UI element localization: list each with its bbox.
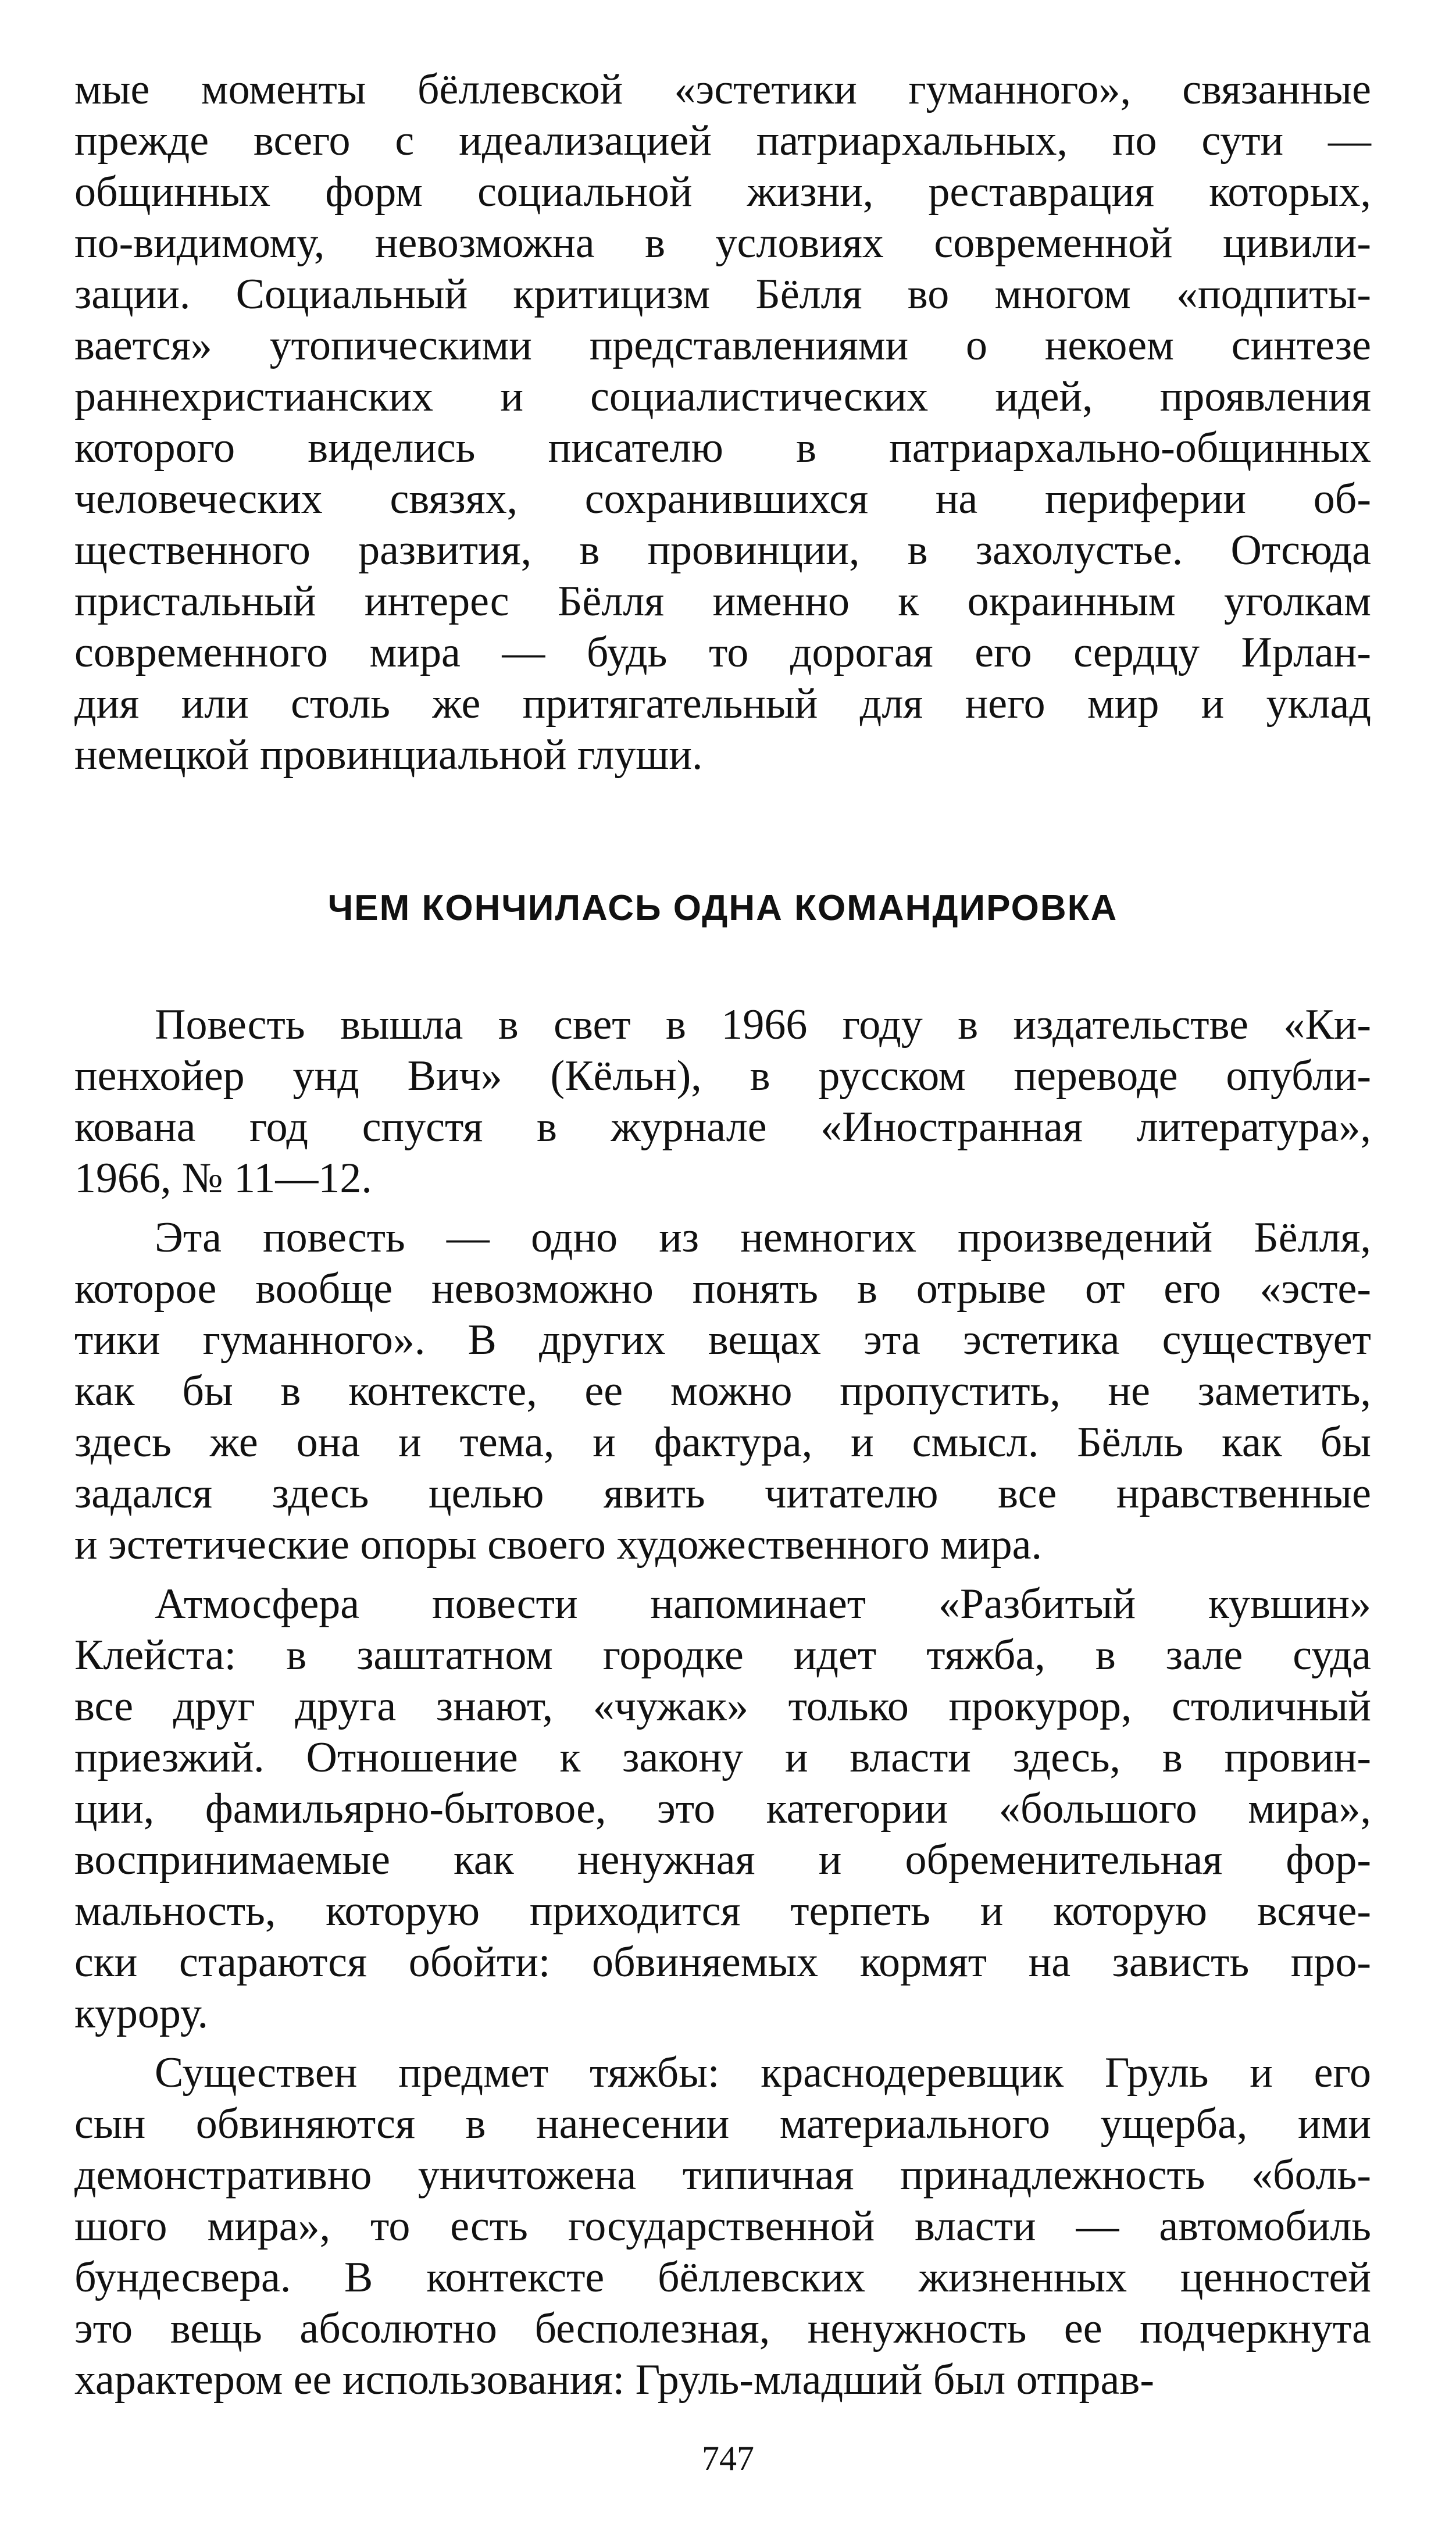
paragraph-gap (74, 1204, 1371, 1212)
text-line: пенхойер унд Вич» (Кёльн), в русском переводе опубли- (74, 1052, 1371, 1100)
text-line: тики гуманного». В других вещах эта эстетика существует (74, 1316, 1371, 1364)
page-body (74, 64, 1371, 2405)
text-line: дия или столь же притягательный для него мир и уклад (74, 680, 1371, 728)
section-heading: ЧЕМ КОНЧИЛАСЬ ОДНА КОМАНДИРОВКА (327, 888, 1118, 928)
text-line: которого виделись писателю в патриархально-общинных (74, 424, 1371, 472)
text-line: демонстративно уничтожена типичная принадлежность «боль- (74, 2151, 1371, 2199)
text-line: как бы в контексте, ее можно пропустить, не заметить, (74, 1367, 1371, 1415)
section-text (74, 999, 1371, 2405)
text-line: по-видимому, невозможна в условиях современной цивили- (74, 219, 1371, 267)
paragraph (74, 2047, 1371, 2405)
text-line: раннехристианских и социалистических идей, проявления (74, 373, 1371, 420)
text-line: воспринимаемые как ненужная и обременительная фор- (74, 1836, 1371, 1884)
paragraph (74, 999, 1371, 1204)
page-number: 747 (702, 2439, 754, 2478)
text-line: Эта повесть — одно из немногих произведений Бёлля, (155, 1214, 1371, 1261)
text-line: ски стараются обойти: обвиняемых кормят на зависть про- (74, 1938, 1371, 1986)
text-line: щественного развития, в провинции, в захолустье. Отсюда (74, 526, 1371, 574)
text-line: сын обвиняются в нанесении материального ущерба, ими (74, 2100, 1371, 2148)
text-line: пристальный интерес Бёлля именно к окраинным уголкам (74, 578, 1371, 625)
text-line: задался здесь целью явить читателю все нравственные (74, 1470, 1371, 1517)
text-line: мальность, которую приходится терпеть и которую всяче- (74, 1887, 1371, 1935)
text-line: все друг друга знают, «чужак» только прокурор, столичный (74, 1683, 1371, 1730)
text-line: ции, фамильярно-бытовое, это категории «большого мира», (74, 1785, 1371, 1833)
paragraph-gap (74, 1570, 1371, 1578)
text-line: шого мира», то есть государственной власти — автомобиль (74, 2202, 1371, 2250)
text-line: Повесть вышла в свет в 1966 году в издательстве «Ки- (155, 1001, 1371, 1049)
text-line: прежде всего с идеализацией патриархальных, по сути — (74, 117, 1371, 165)
paragraph (74, 1212, 1371, 1570)
text-line: вается» утопическими представлениями о некоем синтезе (74, 322, 1371, 369)
text-line: Существен предмет тяжбы: краснодеревщик Груль и его (155, 2049, 1371, 2097)
intro-paragraph (74, 64, 1371, 780)
text-line: Клейста: в заштатном городке идет тяжба, в зале суда (74, 1631, 1371, 1679)
paragraph-gap (74, 2039, 1371, 2047)
text-line: немецкой провинциальной глуши. (74, 731, 703, 779)
text-line: зации. Социальный критицизм Бёлля во многом «подпиты- (74, 270, 1371, 318)
text-line: 1966, № 11—12. (74, 1154, 372, 1202)
text-line: здесь же она и тема, и фактура, и смысл. Бёлль как бы (74, 1418, 1371, 1466)
text-line: курору. (74, 1990, 209, 2037)
text-line: это вещь абсолютно бесполезная, ненужность ее подчеркнута (74, 2305, 1371, 2352)
text-line: которое вообще невозможно понять в отрыве от его «эсте- (74, 1265, 1371, 1313)
text-line: современного мира — будь то дорогая его сердцу Ирлан- (74, 629, 1371, 676)
text-line: мые моменты бёллевской «эстетики гуманного», связанные (74, 66, 1371, 113)
text-line: приезжий. Отношение к закону и власти здесь, в провин- (74, 1734, 1371, 1781)
text-line: Атмосфера повести напоминает «Разбитый кувшин» (155, 1580, 1371, 1628)
text-line: кована год спустя в журнале «Иностранная литература», (74, 1103, 1371, 1151)
text-line: человеческих связях, сохранившихся на периферии об- (74, 475, 1371, 523)
text-line: бундесвера. В контексте бёллевских жизненных ценностей (74, 2254, 1371, 2301)
paragraph (74, 1578, 1371, 2039)
text-line: и эстетические опоры своего художественного мира. (74, 1521, 1043, 1569)
text-line: общинных форм социальной жизни, реставрация которых, (74, 168, 1371, 216)
text-line: характером ее использования: Груль-младший был отправ- (74, 2356, 1154, 2404)
